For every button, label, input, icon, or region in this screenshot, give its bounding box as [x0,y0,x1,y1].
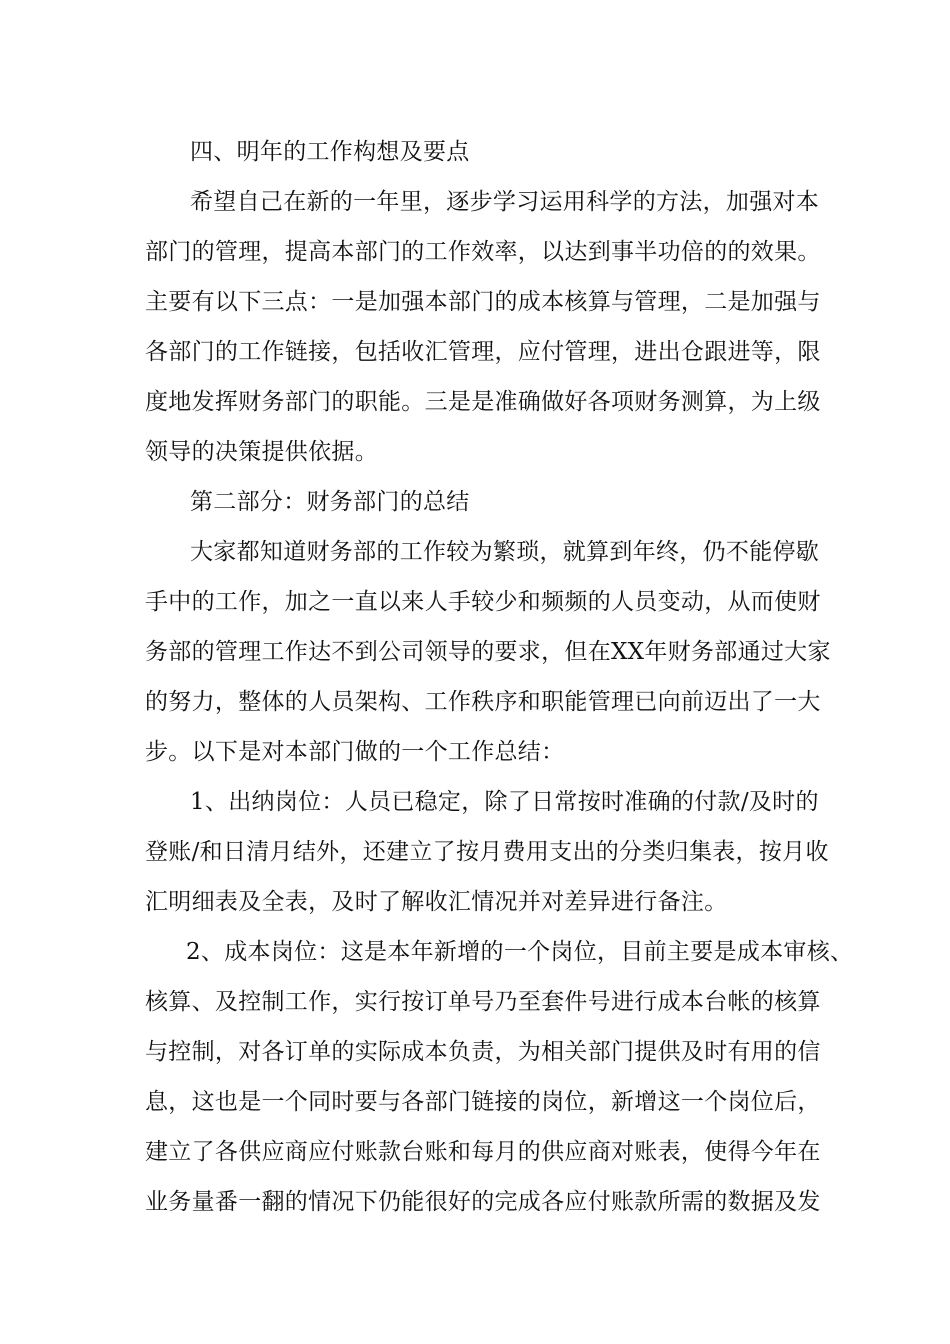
paragraph-line: 领导的决策提供依据。 [145,439,378,465]
list-item-line: 与控制，对各订单的实际成本负责，为相关部门提供及时有用的信 [145,1039,821,1065]
list-item-line: 汇明细表及全表，及时了解收汇情况并对差异进行备注。 [145,889,728,915]
paragraph-line: 的努力，整体的人员架构、工作秩序和职能管理已向前迈出了一大 [145,689,821,715]
paragraph-line: 手中的工作，加之一直以来人手较少和频频的人员变动，从而使财 [145,589,821,615]
list-item-line: 建立了各供应商应付账款台账和每月的供应商对账表，使得今年在 [145,1139,821,1165]
section-heading: 第二部分：财务部门的总结 [190,489,470,515]
paragraph-line: 主要有以下三点：一是加强本部门的成本核算与管理，二是加强与 [145,289,821,315]
paragraph-line: 务部的管理工作达不到公司领导的要求，但在XX年财务部通过大家 [145,639,831,665]
paragraph-line: 各部门的工作链接，包括收汇管理，应付管理，进出仓跟进等，限 [145,339,821,365]
list-item-line: 息，这也是一个同时要与各部门链接的岗位，新增这一个岗位后， [145,1089,821,1115]
list-item-line: 业务量番一翻的情况下仍能很好的完成各应付账款所需的数据及发 [145,1189,821,1215]
section-heading: 四、明年的工作构想及要点 [190,139,470,165]
list-item-line: 登账/和日清月结外，还建立了按月费用支出的分类归集表，按月收 [145,839,829,865]
list-item-line: 1、出纳岗位：人员已稳定，除了日常按时准确的付款/及时的 [190,789,819,815]
paragraph-line: 部门的管理，提高本部门的工作效率，以达到事半功倍的的效果。 [145,239,821,265]
list-item-line: 2、成本岗位：这是本年新增的一个岗位，目前主要是成本审核、 [186,939,854,965]
paragraph-line: 希望自己在新的一年里，逐步学习运用科学的方法，加强对本 [190,189,820,215]
list-item-line: 核算、及控制工作，实行按订单号乃至套件号进行成本台帐的核算 [145,989,821,1015]
paragraph-line: 步。以下是对本部门做的一个工作总结： [145,739,565,765]
paragraph-line: 大家都知道财务部的工作较为繁琐，就算到年终，仍不能停歇 [190,539,820,565]
paragraph-line: 度地发挥财务部门的职能。三是是准确做好各项财务测算，为上级 [145,389,821,415]
